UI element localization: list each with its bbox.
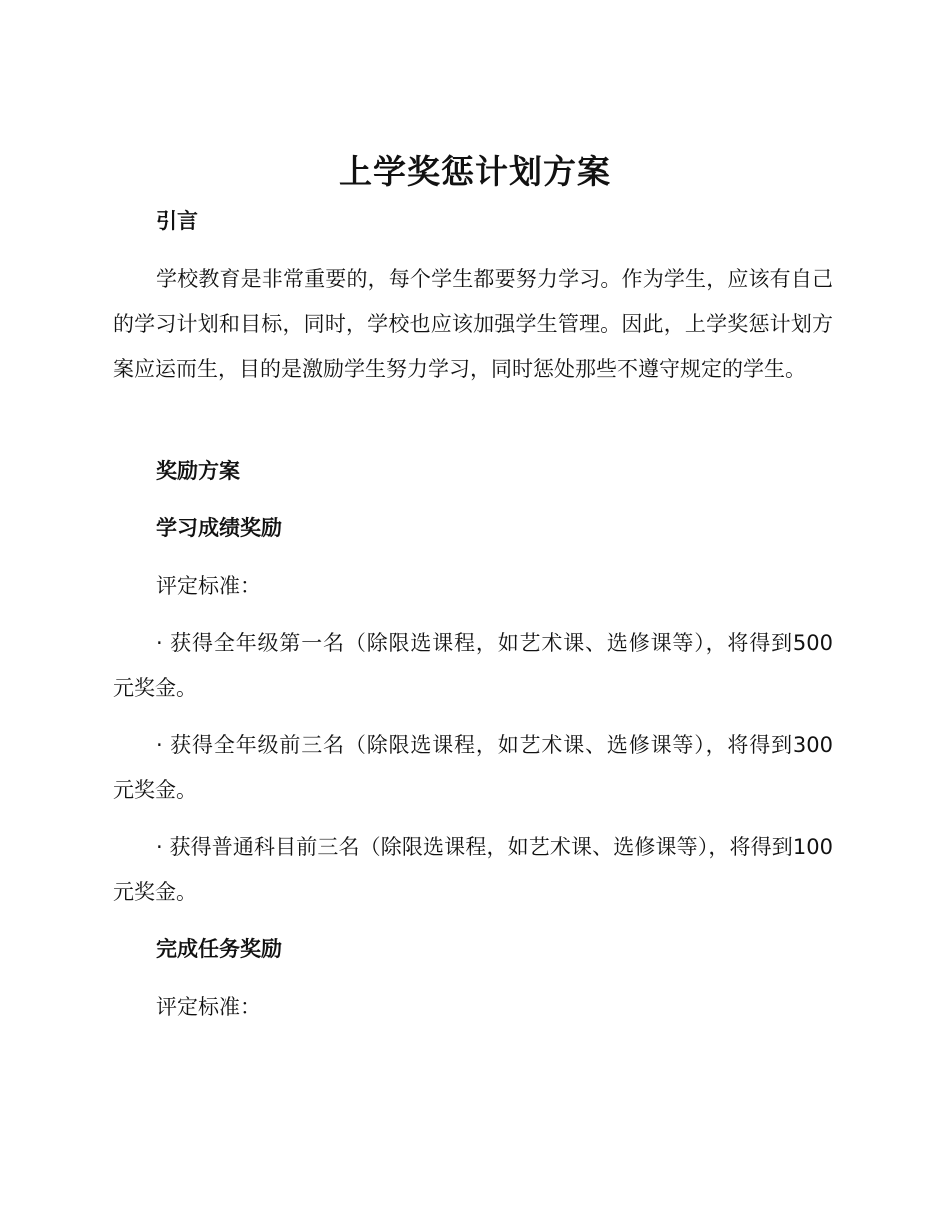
reward-bullet-first-place: · 获得全年级第一名（除限选课程，如艺术课、选修课等），将得到500 元奖金。 [113,631,833,700]
criteria-label-academic: 评定标准： [156,574,261,598]
criteria-label-task: 评定标准： [156,995,261,1019]
academic-reward-heading: 学习成绩奖励 [156,516,282,540]
intro-heading: 引言 [156,209,198,233]
task-reward-heading: 完成任务奖励 [156,937,282,961]
intro-paragraph: 学校教育是非常重要的，每个学生都要努力学习。作为学生，应该有自己的学习计划和目标，同时，学校也应该加强学生管理。因此，上学奖惩计划方案应运而生，目的是激励学生努力学习，同时惩处那些不遵守规定的学生。 [113,267,833,381]
document-title: 上学奖惩计划方案 [339,152,611,191]
reward-bullet-top-three: · 获得全年级前三名（除限选课程，如艺术课、选修课等），将得到300 元奖金。 [113,733,833,802]
reward-plan-heading: 奖励方案 [156,459,240,483]
reward-bullet-subject-top-three: · 获得普通科目前三名（除限选课程，如艺术课、选修课等），将得到100 元奖金。 [113,835,833,904]
